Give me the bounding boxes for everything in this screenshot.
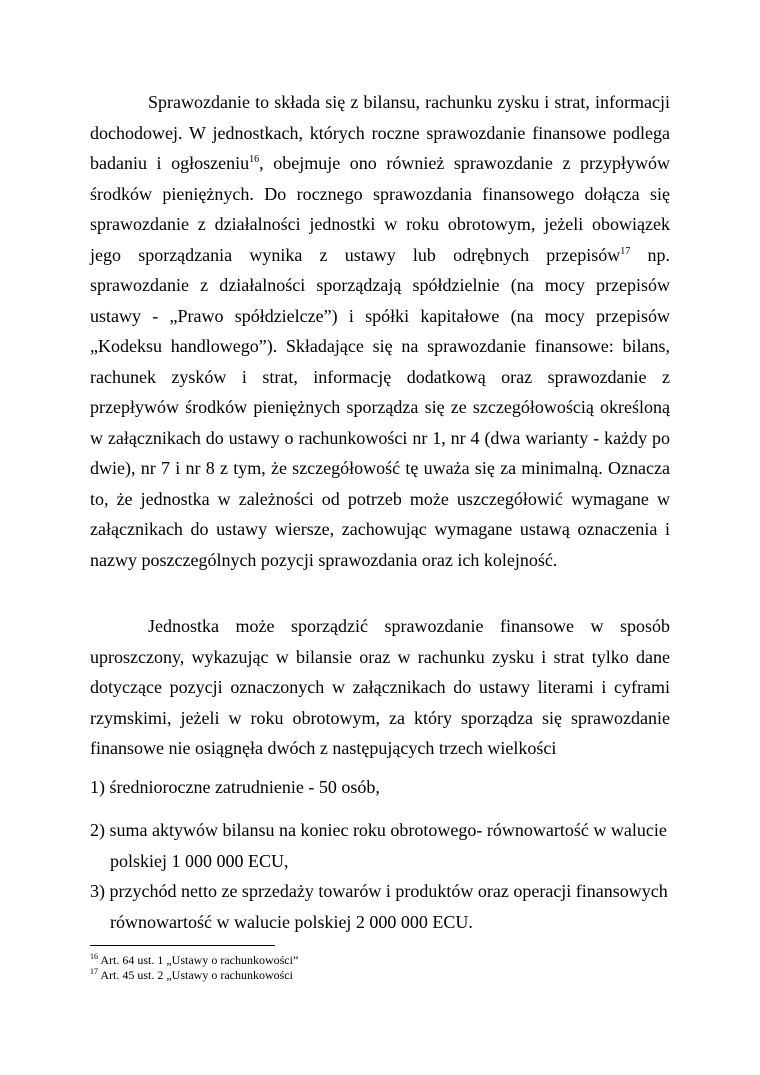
footnote-number: 17 [90,967,98,976]
criteria-list-3 [90,876,670,937]
footnote-text: Art. 64 ust. 1 „Ustawy o rachunkowości” [98,953,299,967]
list-item: 3) przychód netto ze sprzedaży towarów i produktów oraz operacji finansowych równowartość w walucie polskiej 2 000 000 ECU. [90,881,668,932]
footnote-16 [90,953,298,967]
list-item: 1) średnioroczne zatrudnienie - 50 osób, [90,777,380,797]
criteria-list-2 [90,815,670,876]
footnote-text: Art. 45 ust. 2 „Ustawy o rachunkowości [98,968,293,982]
footnote-ref-16: 16 [249,154,260,165]
footnote-number: 16 [90,952,98,961]
paragraph-1 [90,87,670,575]
footnote-ref-17: 17 [620,245,631,257]
paragraph-1-text-c: np. sprawozdanie z działalności sporządzają spółdzielnie (na mocy przepisów ustawy - „Prawo spółdzielcze”) i spółki kapitałowe (na mocy przepisów „Kodeksu handlowego”). Składające się na sprawozdanie finansowe: bilans, rachunek zysków i strat, informację dodatkową oraz sprawozdanie z przepływów środków pieniężnych sporządza się ze szczegółowością określoną w załącznikach do ustawy o rachunkowości nr 1, nr 4 (dwa warianty - każdy po dwie), nr 7 i nr 8 z tym, że szczegółowość tę uważa się za minimalną. Oznacza to, że jednostka w zależności od potrzeb może uszczegółowić wymagane w załącznikach do ustawy wiersze, zachowując wymagane ustawą oznaczenia i nazwy poszczególnych pozycji sprawozdania oraz ich kolejność. [90,244,670,570]
paragraph-1-text-b: , obejmuje ono również sprawozdanie z przypływów środków pieniężnych. Do rocznego sprawozdania finansowego dołącza się sprawozdanie z działalności jednostki w roku obrotowym, jeżeli obowiązek jego sporządzania wynika z ustawy lub odrębnych przepisów [90,153,671,265]
footnote-separator [90,945,275,946]
footnote-17 [90,968,293,982]
criteria-list-1 [90,772,670,803]
list-item: 2) suma aktywów bilansu na koniec roku obrotowego- równowartość w walucie polskiej 1 000 000 ECU, [90,820,667,871]
paragraph-2: Jednostka może sporządzić sprawozdanie finansowe w sposób uproszczony, wykazując w bilansie oraz w rachunku zysku i strat tylko dane dotyczące pozycji oznaczonych w załącznikach do ustawy literami i cyframi rzymskimi, jeżeli w roku obrotowym, za który sporządza się sprawozdanie finansowe nie osiągnęła dwóch z następujących trzech wielkości [90,616,670,758]
paragraph-1-text-a: Sprawozdanie to składa się z bilansu, rachunku zysku i strat, informacji dochodowej. W jednostkach, których roczne sprawozdanie finansowe podlega badaniu i ogłoszeniu [90,92,670,173]
